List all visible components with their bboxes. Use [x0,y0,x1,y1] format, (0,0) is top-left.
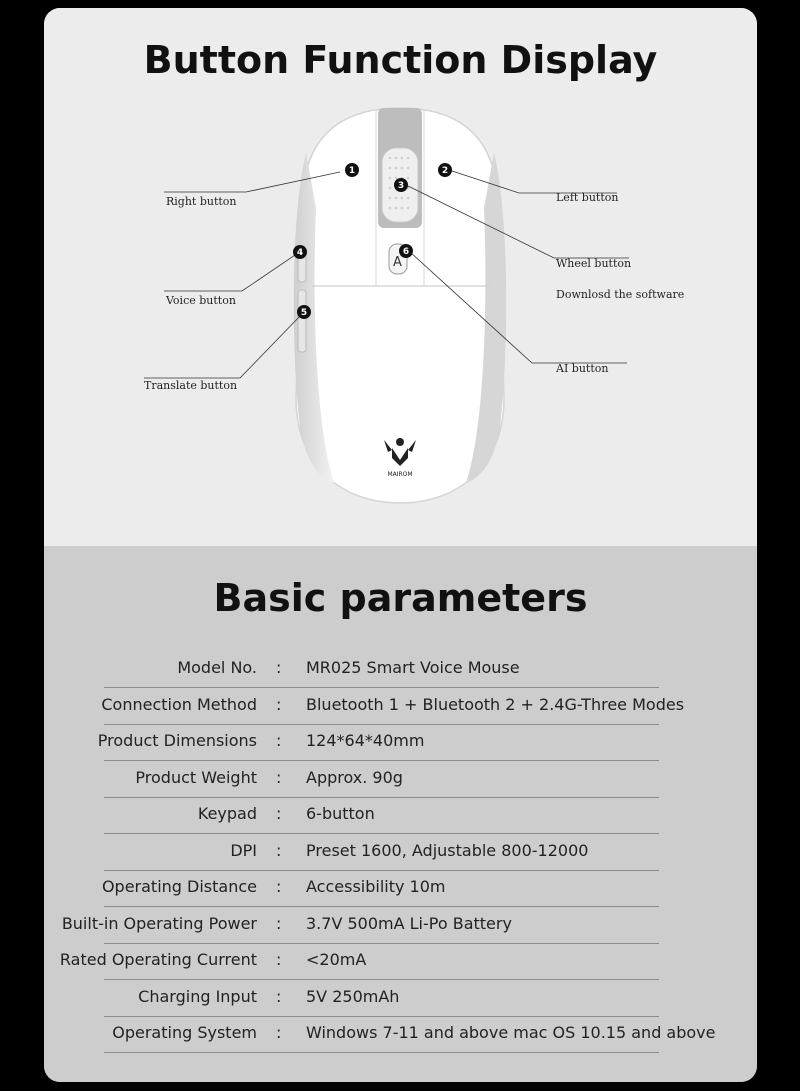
ai-key-text: A [393,255,402,270]
parameter-key: Product Weight [135,767,257,787]
parameter-separator: : [276,658,282,677]
parameter-value: Windows 7-11 and above mac OS 10.15 and above [306,1023,716,1042]
parameter-separator: : [276,840,282,860]
label-voice-button: Voice button [166,294,236,307]
parameter-row [44,981,757,1017]
row-divider [104,1052,659,1053]
section-title-parameters: Basic parameters [213,576,588,620]
parameter-separator: : [276,913,282,933]
parameter-key: Connection Method [101,694,257,714]
parameter-value: 3.7V 500mA Li-Po Battery [306,913,512,933]
parameter-value: 124*64*40mm [306,731,425,750]
parameter-value: <20mA [306,950,367,969]
logo-text: MAIROM [387,471,413,478]
section-title-buttons: Button Function Display [143,38,658,82]
callout-1: 1 [348,166,356,176]
parameter-separator: : [276,804,282,823]
parameter-row [44,798,757,834]
parameter-key: Keypad [197,804,257,823]
label-left-button: Left button [556,191,619,204]
label-download-software: Downlosd the software [556,288,685,301]
parameter-separator: : [276,731,282,750]
parameter-row [44,652,757,688]
parameter-value: Bluetooth 1 + Bluetooth 2 + 2.4G-Three Modes [306,694,685,714]
parameter-value: 6-button [306,804,375,823]
parameter-key: Product Dimensions [97,731,257,750]
parameter-value: 5V 250mAh [306,986,400,1006]
parameter-key: Operating System [112,1023,257,1042]
parameter-separator: : [276,877,282,896]
parameter-row [44,762,757,798]
parameter-key: Model No. [177,658,257,677]
parameter-row [44,871,757,907]
label-wheel-button: Wheel button [556,257,632,270]
parameter-key: Built-in Operating Power [61,913,257,933]
parameter-value: Accessibility 10m [306,877,446,896]
translate-side-button [298,290,306,352]
parameter-separator: : [276,767,282,787]
parameter-row [44,908,757,944]
parameter-key: Rated Operating Current [59,950,257,969]
parameter-row [44,944,757,980]
parameter-separator: : [276,694,282,714]
label-translate-button: Translate button [144,379,238,392]
mouse-diagram [44,8,757,546]
parameter-row [44,725,757,761]
parameter-value: MR025 Smart Voice Mouse [306,658,520,677]
parameter-key: DPI [230,840,257,860]
parameter-key: Charging Input [138,986,257,1006]
parameter-separator: : [276,986,282,1006]
parameter-key: Operating Distance [101,877,257,896]
parameter-value: Preset 1600, Adjustable 800-12000 [306,840,589,860]
parameter-separator: : [276,950,282,969]
callout-6: 6 [402,247,410,257]
callout-4: 4 [296,248,304,258]
callout-3: 3 [397,181,405,191]
button-function-section [44,8,757,546]
parameter-separator: : [276,1023,282,1042]
callout-2: 2 [441,166,449,176]
basic-parameters-section [44,546,757,1082]
parameter-row [44,835,757,871]
product-card [44,8,757,1082]
label-right-button: Right button [166,195,237,208]
label-ai-button: AI button [556,362,609,375]
parameter-row [44,1017,757,1053]
callout-5: 5 [300,308,308,318]
parameter-value: Approx. 90g [306,767,403,787]
parameter-row [44,689,757,725]
